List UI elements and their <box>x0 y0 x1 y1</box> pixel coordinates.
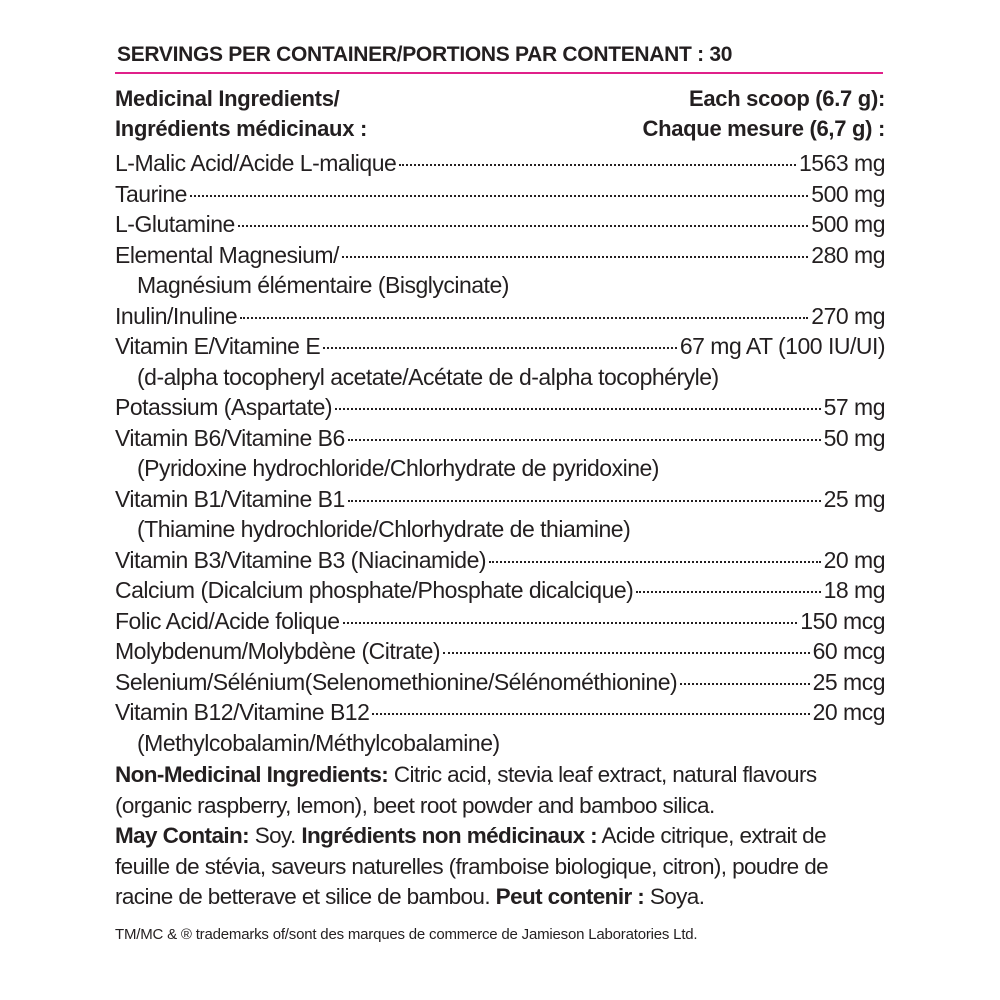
may-contain-text: Soy. <box>249 823 302 848</box>
ingredient-amount: 25 mg <box>823 485 885 512</box>
ingredient-name: Taurine <box>115 180 187 207</box>
non-medicinal-label-fr: Ingrédients non médicinaux : <box>301 823 598 848</box>
ingredient-name: Vitamin B1/Vitamine B1 <box>115 485 345 512</box>
ingredient-row <box>115 331 885 362</box>
ingredient-amount: 150 mcg <box>800 607 885 634</box>
dot-leader <box>190 195 808 197</box>
dot-leader <box>238 225 809 227</box>
ingredient-amount: 18 mg <box>823 577 885 603</box>
ingredient-row <box>115 667 885 698</box>
ingredient-row <box>115 148 885 179</box>
dot-leader <box>372 713 809 715</box>
ingredient-source: Magnésium élémentaire (Bisglycinate) <box>137 272 509 298</box>
ingredient-row <box>115 301 885 332</box>
ingredient-amount: 25 mcg <box>812 668 885 695</box>
ingredient-amount: 270 mg <box>811 302 885 329</box>
ingredient-source: (Pyridoxine hydrochloride/Chlorhydrate de pyridoxine) <box>137 455 659 481</box>
servings-per-container: SERVINGS PER CONTAINER/PORTIONS PAR CONTENANT : 30 <box>117 43 733 66</box>
ingredient-amount: 20 mcg <box>812 699 885 725</box>
ingredient-row <box>115 545 885 576</box>
may-contain-label: May Contain: <box>115 823 250 848</box>
ingredient-row <box>115 636 885 667</box>
dot-leader <box>348 439 821 441</box>
dot-leader <box>399 164 796 166</box>
medicinal-heading-en: Medicinal Ingredients/ <box>115 86 340 111</box>
dot-leader <box>680 683 809 685</box>
ingredient-name: Potassium (Aspartate) <box>115 394 333 420</box>
ingredient-name: Molybdenum/Molybdène (Citrate) <box>115 638 441 664</box>
may-contain-label-fr: Peut contenir : <box>495 884 645 909</box>
supplement-facts-panel <box>115 40 885 945</box>
ingredient-row <box>115 209 885 240</box>
ingredient-row <box>115 179 885 210</box>
ingredient-amount: 67 mg AT (100 IU/UI) <box>679 333 885 359</box>
ingredient-amount: 500 mg <box>811 180 885 207</box>
ingredient-name: Vitamin B12/Vitamine B12 <box>115 699 370 725</box>
ingredient-amount: 500 mg <box>811 211 885 237</box>
ingredient-row <box>115 575 885 606</box>
ingredient-source: (d-alpha tocopheryl acetate/Acétate de d-alpha tocophéryle) <box>137 363 719 390</box>
dot-leader <box>343 622 798 624</box>
ingredient-amount: 20 mg <box>823 546 885 573</box>
ingredient-name: Folic Acid/Acide folique <box>115 607 340 634</box>
ingredient-row <box>115 423 885 454</box>
may-contain-text-fr: Soya. <box>644 884 705 909</box>
non-medicinal-text: Citric acid, stevia leaf extract, natural flavours (organic raspberry, lemon), beet root powder and bamboo silica. <box>115 762 817 818</box>
dot-leader <box>323 347 677 349</box>
ingredient-name: Vitamin B3/Vitamine B3 (Niacinamide) <box>115 546 487 573</box>
ingredient-amount: 280 mg <box>811 241 885 268</box>
serving-heading-en: Each scoop (6.7 g): <box>688 86 885 111</box>
dot-leader <box>335 408 821 410</box>
ingredient-name: L-Glutamine <box>115 211 235 237</box>
ingredient-name: L-Malic Acid/Acide L-malique <box>115 150 397 176</box>
dot-leader <box>240 317 808 319</box>
dot-leader <box>342 256 808 258</box>
ingredient-source: (Thiamine hydrochloride/Chlorhydrate de thiamine) <box>137 516 631 542</box>
pink-divider <box>115 72 883 74</box>
ingredient-row <box>115 697 885 728</box>
ingredient-name: Inulin/Inuline <box>115 302 238 329</box>
non-medicinal-label: Non-Medicinal Ingredients: <box>115 762 389 787</box>
ingredient-row <box>115 606 885 637</box>
ingredient-name: Calcium (Dicalcium phosphate/Phosphate dicalcique) <box>115 577 634 603</box>
ingredient-source: (Methylcobalamin/Méthylcobalamine) <box>137 729 500 756</box>
ingredient-list <box>115 148 885 758</box>
ingredient-name: Vitamin E/Vitamine E <box>115 333 321 359</box>
dot-leader <box>636 591 820 593</box>
ingredient-amount: 50 mg <box>823 424 885 451</box>
ingredient-amount: 57 mg <box>823 394 885 420</box>
ingredients-header <box>115 84 885 144</box>
dot-leader <box>348 500 821 502</box>
dot-leader <box>489 561 821 563</box>
ingredient-row <box>115 240 885 271</box>
medicinal-heading-fr: Ingrédients médicinaux : <box>115 116 367 141</box>
non-medicinal-text-fr: Acide citrique, extrait de feuille de stévia, saveurs naturelles (framboise biologique, citron), poudre de racine de betterave et silice de bambou. <box>115 823 829 909</box>
ingredient-row <box>115 484 885 515</box>
dot-leader <box>443 652 810 654</box>
ingredient-amount: 1563 mg <box>798 150 885 176</box>
ingredient-name: Elemental Magnesium/ <box>115 241 339 268</box>
serving-heading-fr: Chaque mesure (6,7 g) : <box>642 116 885 141</box>
ingredient-amount: 60 mcg <box>812 638 885 664</box>
trademark-notice: TM/MC & ® trademarks of/sont des marques de commerce de Jamieson Laboratories Ltd. <box>115 925 698 943</box>
ingredient-row <box>115 392 885 423</box>
non-medicinal-ingredients <box>115 760 885 913</box>
ingredient-name: Vitamin B6/Vitamine B6 <box>115 424 345 451</box>
ingredient-name: Selenium/Sélénium(Selenomethionine/Sélénométhionine) <box>115 668 678 695</box>
